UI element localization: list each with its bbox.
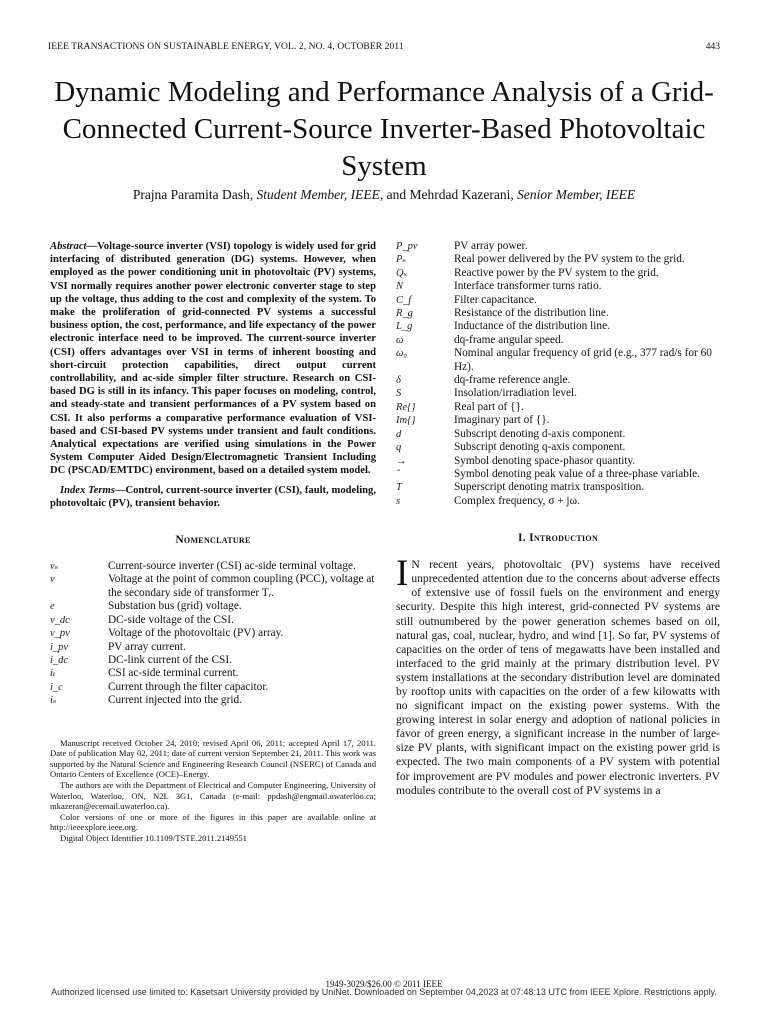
nomenclature-symbol: R_g [396, 308, 413, 320]
right-column [396, 240, 720, 798]
footnote-doi: Digital Object Identifier 10.1109/TSTE.2011.2149551 [60, 832, 247, 843]
introduction-text: N recent years, photovoltaic (PV) systems have received unprecedented attention due to the concerns about adverse effects of extensive use of fossil fuels on the environment and energy security. Despite this high interest, grid-connected PV systems are still outnumbered by the power generation schemes based on oil, natural gas, coal, nuclear, hydro, and wind [1]. So far, PV systems of capacities on the order of tens of megawatts have been installed and interfaced to the grid mainly at the primary distribution level. PV system installations at the secondary distribution level are dominated by rooftop units with capacities on the order of a few kilowatts with no significant impact on the existing power systems. With the growing interest in solar energy and adoption of national policies in favor of green energy, a significant increase in the number of large-size PV plants, with significant impact on the existing power grid is expected. The two main components of a PV system with potential for improvement are PV modules and power electronic inverters. PV modules contribute to the overall cost of PV systems in a [396, 558, 720, 797]
nomenclature-definition: Complex frequency, σ + jω. [454, 494, 580, 507]
nomenclature-definition: Subscript denoting d-axis component. [454, 427, 626, 440]
nomenclature-symbol: iₜ [50, 668, 56, 680]
footnotes [50, 738, 376, 844]
nomenclature-definition: dq-frame angular speed. [454, 333, 564, 346]
nomenclature-symbol: i_pv [50, 641, 69, 653]
nomenclature-row [50, 573, 376, 600]
nomenclature-symbol: T [396, 482, 402, 494]
page-number: 443 [705, 42, 720, 52]
nomenclature-symbol: v_pv [50, 628, 70, 640]
nomenclature-row [396, 320, 720, 333]
nomenclature-symbol: vₛ [50, 561, 59, 573]
nomenclature-definition: Nominal angular frequency of grid (e.g., 377 rad/s for 60 Hz). [454, 347, 712, 373]
nomenclature-row [396, 347, 720, 374]
nomenclature-definition: DC-link current of the CSI. [108, 653, 232, 666]
author-line [40, 187, 728, 203]
nomenclature-symbol: Qₛ [396, 267, 408, 279]
nomenclature-definition: Resistance of the distribution line. [454, 307, 609, 320]
nomenclature-definition: dq-frame reference angle. [454, 374, 571, 387]
nomenclature-row [396, 441, 720, 454]
nomenclature-symbol: Re{} [396, 401, 416, 413]
nomenclature-row [396, 414, 720, 427]
index-terms-text: —Control, current-source inverter (CSI), fault, modeling, photovoltaic (PV), transient behavior. [50, 484, 376, 509]
nomenclature-definition: Current-source inverter (CSI) ac-side terminal voltage. [108, 560, 356, 573]
introduction-paragraph [396, 553, 720, 798]
footnote-manuscript: Manuscript received October 24, 2010; revised April 06, 2011; accepted April 17, 2011. Date of publication May 02, 2011; date of current version September 21, 2011. This work was supported by the Natural Science and Engineering Research Council (NSERC) of Canada and Ontario Centers of Excellence (OCE)–Energy. [50, 737, 376, 780]
nomenclature-symbol: s [396, 495, 401, 507]
nomenclature-symbol: S [396, 388, 402, 400]
nomenclature-definition: Real power delivered by the PV system to the grid. [454, 253, 685, 266]
dropcap-letter: I [396, 553, 409, 595]
nomenclature-symbol: v_dc [50, 614, 70, 626]
nomenclature-symbol: δ [396, 375, 401, 387]
nomenclature-symbol: iₛ [50, 695, 57, 707]
nomenclature-definition: Superscript denoting matrix transposition. [454, 481, 645, 494]
abstract [50, 240, 376, 478]
nomenclature-list-right [396, 240, 720, 508]
nomenclature-row [50, 694, 376, 707]
nomenclature-row [396, 468, 720, 481]
footnote-affiliation: The authors are with the Department of Electrical and Computer Engineering, University of Waterloo, Waterloo, ON, N2L 3G1, Canada (e-mail: ppdash@engmail.uwaterloo.ca; mkazeran@ecemail.uwaterloo.ca). [50, 779, 376, 812]
nomenclature-row [396, 374, 720, 387]
nomenclature-definition: PV array power. [454, 240, 528, 252]
nomenclature-definition: Symbol denoting peak value of a three-phase variable. [454, 467, 700, 480]
nomenclature-row [50, 627, 376, 640]
nomenclature-definition: DC-side voltage of the CSI. [108, 613, 234, 626]
nomenclature-row [50, 600, 376, 613]
nomenclature-symbol: Pₛ [396, 254, 406, 266]
nomenclature-row [50, 641, 376, 654]
nomenclature-definition: Imaginary part of {}. [454, 414, 550, 427]
nomenclature-symbol: i_dc [50, 654, 69, 666]
nomenclature-definition: CSI ac-side terminal current. [108, 667, 239, 680]
author-1-role: Student Member, IEEE, [256, 187, 384, 202]
nomenclature-row [396, 280, 720, 293]
nomenclature-row [396, 294, 720, 307]
footnote-color-versions: Color versions of one or more of the figures in this paper are available online at http://ieeexplore.ieee.org. [50, 811, 376, 833]
nomenclature-row [50, 654, 376, 667]
nomenclature-symbol: N [396, 281, 404, 293]
nomenclature-symbol: ˆ [396, 468, 400, 480]
issn-line: 1949-3029/$26.00 © 2011 IEEE [325, 979, 443, 989]
author-2: Mehrdad Kazerani, [409, 187, 514, 202]
nomenclature-symbol: Im{} [396, 415, 416, 427]
nomenclature-symbol: ω₀ [396, 348, 408, 360]
nomenclature-symbol: d [396, 428, 402, 440]
author-conjunction: and [386, 187, 407, 202]
nomenclature-definition: Inductance of the distribution line. [454, 320, 610, 333]
nomenclature-definition: Interface transformer turns ratio. [454, 280, 602, 293]
nomenclature-row [396, 455, 720, 468]
author-2-role: Senior Member, IEEE [517, 187, 636, 202]
index-terms-lead: Index Terms [60, 484, 115, 496]
index-terms [50, 484, 376, 510]
nomenclature-row [396, 387, 720, 400]
paper-title: Dynamic Modeling and Performance Analysis of a Grid-Connected Current-Source Inverter-Based Photovoltaic System [54, 76, 714, 182]
nomenclature-definition: Filter capacitance. [454, 293, 537, 306]
nomenclature-row [396, 267, 720, 280]
nomenclature-definition: Voltage at the point of common coupling (PCC), voltage at the secondary side of transformer Tᵣ. [108, 573, 375, 599]
nomenclature-definition: Current through the filter capacitor. [108, 680, 269, 693]
introduction-body [396, 553, 720, 798]
nomenclature-heading: Nomenclature [175, 534, 251, 547]
nomenclature-symbol: → [396, 455, 407, 467]
nomenclature-row [396, 307, 720, 320]
nomenclature-symbol: q [396, 442, 402, 454]
author-1: Prajna Paramita Dash, [132, 187, 254, 202]
nomenclature-definition: PV array current. [108, 640, 186, 653]
nomenclature-list-left [50, 560, 376, 707]
nomenclature-row [396, 481, 720, 494]
nomenclature-symbol: C_f [396, 294, 412, 306]
nomenclature-row [50, 614, 376, 627]
nomenclature-symbol: v [50, 574, 55, 586]
nomenclature-symbol: i_c [50, 681, 63, 693]
nomenclature-definition: Insolation/irradiation level. [454, 387, 577, 400]
nomenclature-definition: Symbol denoting space-phasor quantity. [454, 454, 636, 467]
nomenclature-definition: Current injected into the grid. [108, 694, 242, 707]
nomenclature-row [50, 667, 376, 680]
nomenclature-definition: Real part of {}. [454, 400, 524, 413]
introduction-heading: I. Introduction [517, 532, 599, 545]
license-notice: Authorized licensed use limited to: Kasetsart University provided by UniNet. Downloaded on September 04,2023 at 07:48:13 UTC from IEEE Xplore. Restrictions apply. [51, 987, 717, 997]
abstract-lead: Abstract [50, 241, 87, 252]
nomenclature-row [396, 334, 720, 347]
nomenclature-row [50, 681, 376, 694]
abstract-text: —Voltage-source inverter (VSI) topology is widely used for grid interfacing of distributed generation (DG) systems. However, when employed as the power conditioning unit in photovoltaic (PV) systems, VSI normally requires another power electronic converter stage to step up the voltage, thus adding to the cost and complexity of the system. To make the proliferation of grid-connected PV systems a successful business option, the cost, performance, and life expectancy of the power electronic interface need to be improved. The current-source inverter (CSI) offers advantages over VSI in terms of inherent boosting and short-circuit protection capabilities, direct output current controllability, and ac-side simpler filter structure. Research on CSI-based DG is still in its infancy. This paper focuses on modeling, control, and steady-state and transient performances of a PV system based on CSI. It also performs a comparative performance evaluation of VSI-based and CSI-based PV systems under transient and fault conditions. Analytical expectations are verified using simulations in the Power System Computer Aided Design/Electromagnetic Transient Including DC (PSCAD/EMTDC) environment, based on a detailed system model. [50, 241, 376, 477]
nomenclature-row [396, 401, 720, 414]
nomenclature-symbol: P_pv [396, 241, 418, 252]
nomenclature-definition: Substation bus (grid) voltage. [108, 600, 242, 613]
journal-header: IEEE TRANSACTIONS ON SUSTAINABLE ENERGY, VOL. 2, NO. 4, OCTOBER 2011 [48, 42, 404, 52]
left-column [50, 240, 376, 843]
nomenclature-symbol: L_g [396, 321, 413, 333]
nomenclature-symbol: ω [396, 334, 404, 346]
nomenclature-row [396, 428, 720, 441]
nomenclature-definition: Voltage of the photovoltaic (PV) array. [108, 627, 284, 640]
nomenclature-row [396, 253, 720, 266]
nomenclature-row [396, 495, 720, 508]
nomenclature-row [396, 240, 720, 253]
nomenclature-symbol: e [50, 601, 55, 613]
nomenclature-row [50, 560, 376, 573]
nomenclature-definition: Subscript denoting q-axis component. [454, 441, 626, 454]
nomenclature-definition: Reactive power by the PV system to the grid. [454, 266, 659, 279]
